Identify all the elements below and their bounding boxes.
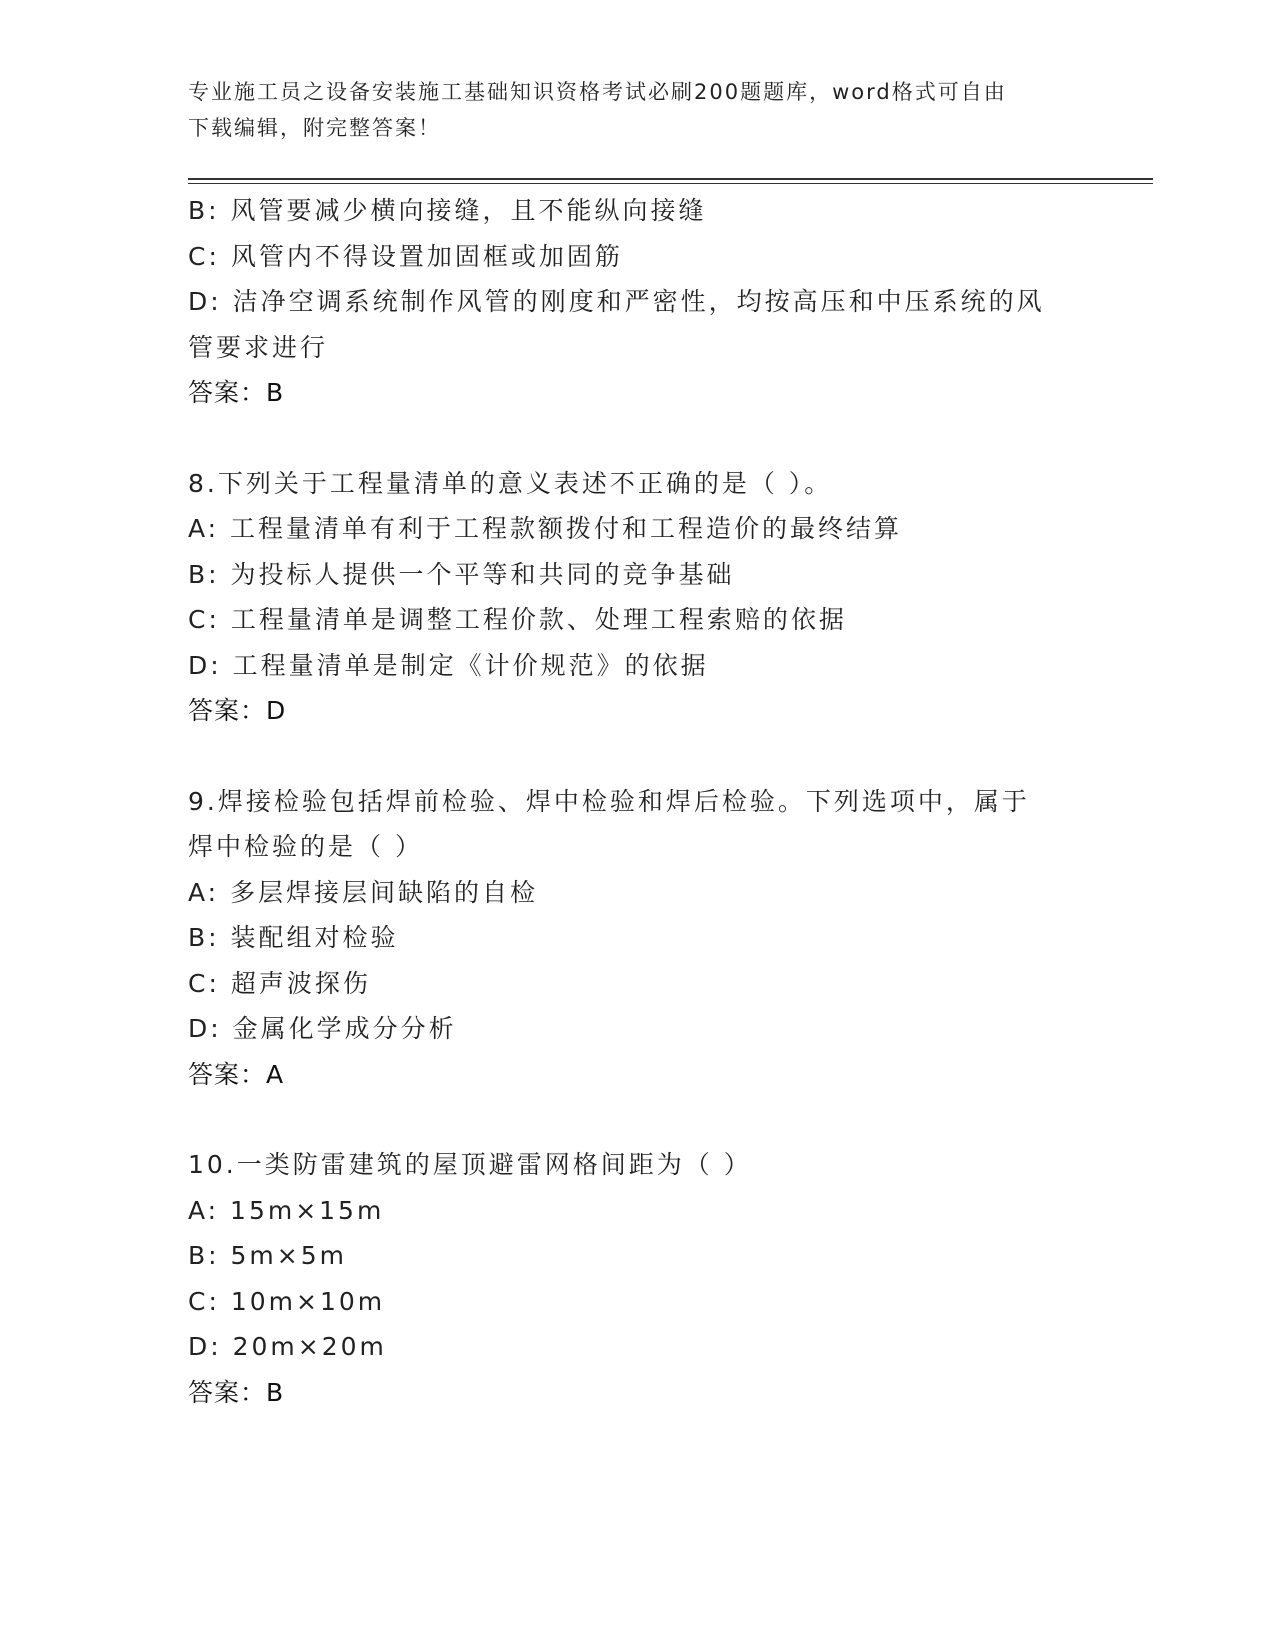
spacer <box>188 734 1088 779</box>
q10-option-c: C: 10m×10m <box>188 1286 386 1316</box>
q7-answer: 答案：B <box>188 378 285 407</box>
question-7-tail <box>188 188 1088 416</box>
q9-answer: 答案：A <box>188 1059 285 1089</box>
q9-option-c: C: 超声波探伤 <box>188 968 371 998</box>
spacer <box>188 1097 1088 1142</box>
q8-answer: 答案：D <box>188 696 287 725</box>
q7-option-d-line2: 管要求进行 <box>188 332 329 362</box>
header-divider-thick <box>188 178 1153 180</box>
q8-option-a: A: 工程量清单有利于工程款额拨付和工程造价的最终结算 <box>188 514 903 543</box>
q8-question: 8.下列关于工程量清单的意义表述不正确的是（ ）。 <box>188 468 833 498</box>
question-10 <box>188 1142 1088 1415</box>
q10-option-d: D: 20m×20m <box>188 1332 387 1361</box>
q9-option-d: D: 金属化学成分分析 <box>188 1014 457 1043</box>
q9-option-a: A: 多层焊接层间缺陷的自检 <box>188 877 539 907</box>
header-line-1: 专业施工员之设备安装施工基础知识资格考试必刷200题题库，word格式可自由 <box>188 80 1007 104</box>
spacer <box>188 416 1088 461</box>
q8-option-d: D: 工程量清单是制定《计价规范》的依据 <box>188 650 709 680</box>
q9-question-line1: 9.焊接检验包括焊前检验、焊中检验和焊后检验。下列选项中，属于 <box>188 786 1030 816</box>
q8-option-b: B: 为投标人提供一个平等和共同的竞争基础 <box>188 559 735 589</box>
q10-option-b: B: 5m×5m <box>188 1241 347 1270</box>
header-line-2: 下载编辑，附完整答案！ <box>188 116 441 140</box>
header-divider-thin <box>188 183 1153 184</box>
question-8 <box>188 461 1088 734</box>
q7-option-b: B: 风管要减少横向接缝，且不能纵向接缝 <box>188 196 707 225</box>
q9-question-line2: 焊中检验的是（ ） <box>188 832 423 861</box>
q8-option-c: C: 工程量清单是调整工程价款、处理工程索赔的依据 <box>188 605 847 634</box>
question-content <box>188 188 1088 1415</box>
question-9 <box>188 779 1088 1098</box>
q10-option-a: A: 15m×15m <box>188 1195 385 1225</box>
document-header <box>188 74 1088 146</box>
q7-option-c: C: 风管内不得设置加固框或加固筋 <box>188 241 623 271</box>
q10-answer: 答案：B <box>188 1377 285 1407</box>
q7-option-d-line1: D: 洁净空调系统制作风管的刚度和严密性，均按高压和中压系统的风 <box>188 287 1045 316</box>
q10-question: 10.一类防雷建筑的屋顶避雷网格间距为（ ） <box>188 1150 752 1179</box>
q9-option-b: B: 装配组对检验 <box>188 923 399 952</box>
